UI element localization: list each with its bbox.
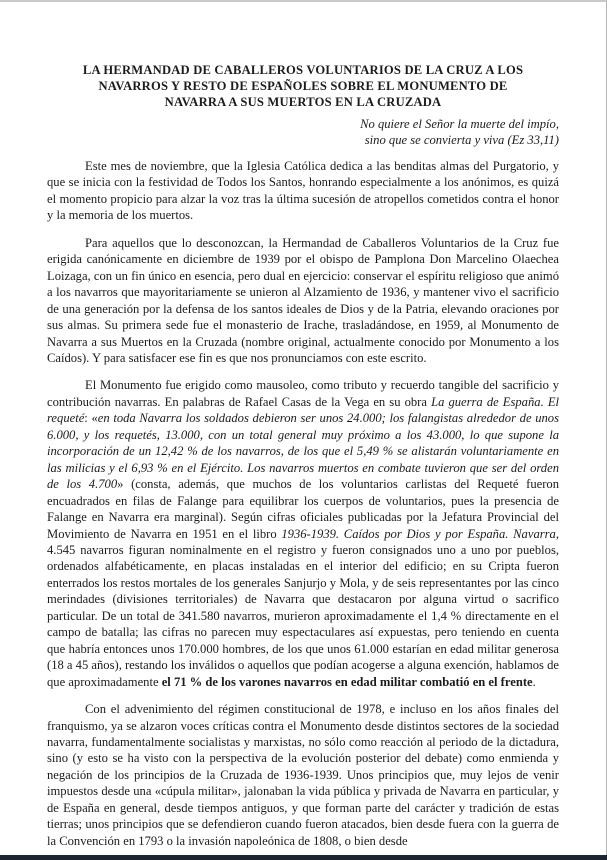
paragraph-2 bbox=[47, 235, 559, 367]
text-run: Para aquellos que lo desconozcan, la Hermandad de Caballeros Voluntarios de la Cruz fue erigida canónicamente en diciembre de 1939 por el obispo de Pamplona Don Marcelino Olaechea Loizaga, con un fin único en esencia, pero dual en ejercicio: conservar el espíritu religioso que animó a los navarros que mayoritariamente se unieron al Alzamiento de 1936, y mantener vivo el sacrificio de una generación por la defensa de los santos ideales de Dios y de la Patria, elevando oraciones por sus almas. Su primera sede fue el monasterio de Irache, trasladándose, en 1959, al Monumento de Navarra a sus Muertos en la Cruzada (nombre original, actualmente conocido por Monumento a los Caídos). Y para satisfacer ese fin es que nos pronunciamos con este escrito. bbox=[47, 235, 559, 365]
paragraph-1 bbox=[47, 158, 559, 224]
text-run: . bbox=[532, 674, 536, 689]
text-run: Con el advenimiento del régimen constitucional de 1978, e incluso en los años finales del franquismo, ya se alzaron voces críticas contra el Monumento desde distintos sectores de la sociedad navarra, fundamentalmente socialistas y marxistas, no sólo como reacción al periodo de la dictadura, sino (y esto se ha visto con la perspectiva de la evolución posterior del debate) como enmienda y negación de los principios de la Cruzada de 1936-1939. Unos principios que, muy lejos de venir impuestos desde una «cúpula militar», jalonaban la vida pública y privada de Navarra en particular, y de España en general, desde tiempos antiguos, y que forman parte del carácter y tradición de estas tierras; unos principios que se defendieron cuando fueron atacados, bien desde fuera con la guerra de la Convención en 1793 o la invasión napoleónica de 1808, o bien desde bbox=[47, 702, 559, 848]
epigraph-line-2: sino que se convierta y viva (Ez 33,11) bbox=[364, 132, 559, 147]
epigraph-line-1: No quiere el Señor la muerte del impío, bbox=[360, 117, 559, 131]
text-run: » (consta, además, que muchos de los voluntarios carlistas del Requeté fueron encuadrados en filas de Falange para equilibrar los cuerpos de voluntarios, pues la presencia de Falange en Navarra era marginal). Según cifras oficiales publicadas por la Jefatura Provincial del Movimiento de Navarra en 1951 en el libro bbox=[47, 477, 560, 541]
text-run: , 4.545 navarros figuran nominalmente en el registro y fueron consignados uno a uno por pueblos, ordenados alfabéticamente, en placas instaladas en el interior del edificio; en su Cripta fueron enterrados los restos mortales de los generales Sanjurjo y Mola, y de seis representantes por las cinco merindades (divisiones territoriales) de Navarra que destacaron por alguna virtud o sacrifico particular. De un total de 341.580 navarros, murieron aproximadamente el 1,4 % directamente en el campo de batalla; las cifras no parecen muy espectaculares así expuestas, pero teniendo en cuenta que habría entonces unos 170.000 hombres, de los que unos 61.000 estarían en edad militar generosa (18 a 45 años), restando los inválidos o aquellos que podían acogerse a alguna exención, hablamos de que aproximadamente bbox=[47, 526, 559, 689]
document-content bbox=[0, 2, 606, 849]
paragraph-4 bbox=[47, 701, 559, 849]
book-title-run: 1936-1939. Caídos por Dios y por España. Navarra bbox=[281, 526, 556, 541]
document-title: LA HERMANDAD DE CABALLEROS VOLUNTARIOS DE LA CRUZ A LOS NAVARROS Y RESTO DE ESPAÑOLES SOBRE EL MONUMENTO DE NAVARRA A SUS MUERTOS EN LA CRUZADA bbox=[82, 63, 524, 109]
paragraph-3 bbox=[47, 377, 559, 690]
text-run: El Monumento fue erigido como mausoleo, como tributo y recuerdo tangible del sacrificio y contribución navarras. En palabras de Rafael Casas de la Vega en su obra bbox=[47, 378, 559, 409]
emphasis-run: el 71 % de los varones navarros en edad militar combatió en el frente bbox=[161, 674, 533, 689]
text-run: Este mes de noviembre, que la Iglesia Católica dedica a las benditas almas del Purgatorio, y que se inicia con la festividad de Todos los Santos, honrando especialmente a los anónimos, es quizá el momento propicio para alzar la voz tras la última sucesión de atropellos cometidos contra el honor y la memoria de los muertos. bbox=[47, 159, 559, 223]
book-title-run: La guerra de España. El requeté bbox=[47, 394, 560, 426]
bottom-bar bbox=[0, 855, 607, 860]
quote-run: en toda Navarra los soldados debieron ser unos 24.000; los falangistas alrededor de unos 6.000, y los requetés, 13.000, con un total general muy próximo a los 43.000, lo que supone la incorporación de un 12,42 % de los navarros, de los que el 5,49 % se alistarán voluntariamente en las milicias y el 6,93 % en el Ejército. Los navarros muertos en combate tuvieron que ser del orden de los 4.700 bbox=[47, 411, 559, 492]
text-run: : « bbox=[84, 411, 98, 426]
epigraph bbox=[47, 117, 559, 148]
